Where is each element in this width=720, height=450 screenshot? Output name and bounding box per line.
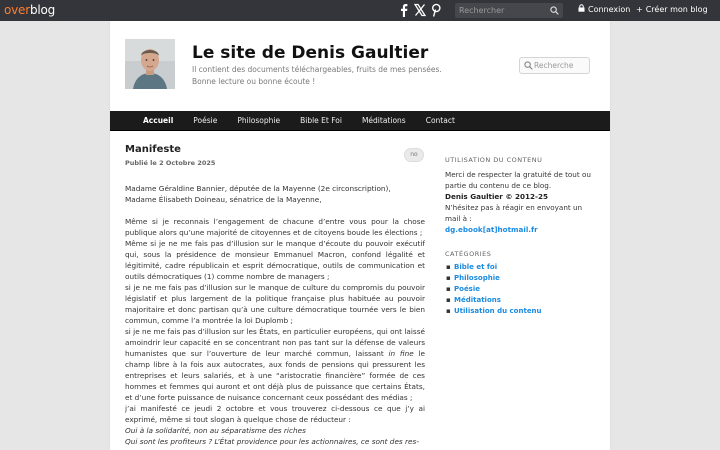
- addressee-line: Madame Élisabeth Doineau, sénatrice de la Mayenne,: [125, 195, 322, 204]
- login-link[interactable]: [578, 4, 630, 16]
- article-paragraph: Même si je reconnais l’engagement de chacune d’entre vous pour la chose publique alors qu’une majorité de citoyennes et de citoyens boude les élections ;: [125, 217, 425, 237]
- usage-widget-text: [445, 169, 595, 235]
- usage-text: Merci de respecter la gratuité de tout ou partie du contenu de ce blog.: [445, 170, 591, 190]
- contact-text: N’hésitez pas à réagir en envoyant un mail à :: [445, 203, 583, 223]
- slogan-line: Oui à la solidarité, non au séparatisme des riches: [125, 426, 306, 435]
- main-nav: [110, 111, 610, 131]
- article-title[interactable]: Manifeste: [125, 144, 181, 155]
- site-description: Il contient des documents téléchargeables, fruits de mes pensées. Bonne lecture ou bonne écoute !: [192, 65, 442, 86]
- x-twitter-icon[interactable]: [414, 3, 426, 17]
- italic-phrase: in fine: [388, 349, 414, 358]
- category-link-poesie[interactable]: ▪ Poésie: [445, 284, 595, 295]
- copyright-text: Denis Gaultier © 2012-25: [445, 192, 549, 201]
- nav-item-philosophie[interactable]: Philosophie: [237, 116, 281, 125]
- nav-item-meditations[interactable]: Méditations: [361, 116, 406, 125]
- nav-item-bible-et-foi[interactable]: Bible Et Foi: [300, 116, 342, 125]
- facebook-icon[interactable]: [398, 3, 410, 17]
- search-icon[interactable]: [550, 6, 559, 15]
- comment-count-badge[interactable]: no: [404, 148, 424, 162]
- article-date: Publié le 2 Octobre 2025: [125, 159, 216, 167]
- nav-item-accueil[interactable]: Accueil: [143, 116, 174, 125]
- article-paragraph: si je ne me fais pas d’illusion sur les États, en particulier européens, qui ont laissé amoindrir leur capacité en se concentrant non pas tant sur la défense de valeurs humanistes que sur l’ouverture de leur marché commun, laissant in fine le champ libre à la fois aux autocrates, aux fonds de pensions qui pressurent les entreprises et leurs salariés, et à une “aristocratie financière” formée de ces hommes et femmes qui auront et ont déjà plus de puissance que certains États, et d’une forte puissance de nuisance concernant ceux possédant des médias ;: [125, 327, 425, 402]
- header-search-input[interactable]: [534, 59, 588, 72]
- plus-icon: +: [636, 5, 643, 14]
- categories-widget-title: CATÉGORIES: [445, 250, 492, 258]
- category-link-philosophie[interactable]: ▪ Philosophie: [445, 273, 595, 284]
- author-avatar[interactable]: [125, 39, 175, 89]
- create-blog-link[interactable]: [636, 4, 708, 16]
- logo-part-over: over: [4, 3, 30, 17]
- overblog-topbar: [0, 0, 720, 21]
- contact-email[interactable]: dg.ebook[at]hotmail.fr: [445, 225, 538, 234]
- article-paragraph: j’ai manifesté ce jeudi 2 octobre et vous trouverez ci-dessous ce que j’y ai exprimé, même si tout slogan à quelque chose de réducteur :: [125, 404, 425, 424]
- article-paragraph: si je ne me fais pas d’illusion sur le manque de culture du compromis du pouvoir législatif et plus largement de la politique française plus habituée au pouvoir majoritaire et donc partisan qu’à une culture démocratique tournée vers le bien commun, comme l’a montrée la loi Duplomb ;: [125, 283, 425, 325]
- category-link-utilisation-du-contenu[interactable]: ▪ Utilisation du contenu: [445, 306, 595, 317]
- article-paragraph: Même si je ne me fais pas d’illusion sur le manque d’écoute du pouvoir exécutif qui, sous la présidence de monsieur Emmanuel Macron, confond légalité et légitimité, cadre républicain et esprit démocratique, outils de communication et outils démocratiques (1) comme nombre de managers ;: [125, 239, 425, 281]
- article: [125, 143, 425, 447]
- article-body: [125, 183, 425, 447]
- category-link-meditations[interactable]: ▪ Méditations: [445, 295, 595, 306]
- nav-item-poesie[interactable]: Poésie: [193, 116, 218, 125]
- pinterest-icon[interactable]: [430, 3, 442, 17]
- overblog-logo[interactable]: [4, 3, 55, 17]
- sidebar: [445, 155, 595, 317]
- usage-widget-title: UTILISATION DU CONTENU: [445, 156, 543, 164]
- site-title[interactable]: Le site de Denis Gaultier: [192, 43, 429, 63]
- category-link-bible-et-foi[interactable]: ▪ Bible et foi: [445, 262, 595, 273]
- search-icon[interactable]: [524, 61, 533, 70]
- page-container: [110, 21, 610, 450]
- lock-icon: [578, 4, 585, 16]
- addressee-line: Madame Géraldine Bannier, députée de la Mayenne (2e circonscription),: [125, 184, 391, 193]
- logo-part-blog: blog: [29, 3, 56, 17]
- topbar-search-input[interactable]: [459, 4, 549, 17]
- login-label: Connexion: [588, 5, 631, 14]
- slogan-line: Qui sont les profiteurs ? L’État providence pour les actionnaires, ce sont des res-: [125, 437, 419, 446]
- topbar-search: [455, 3, 563, 18]
- create-blog-label: Créer mon blog: [645, 5, 708, 14]
- header-search: [519, 57, 590, 74]
- nav-item-contact[interactable]: Contact: [425, 116, 455, 125]
- categories-list: [445, 262, 595, 317]
